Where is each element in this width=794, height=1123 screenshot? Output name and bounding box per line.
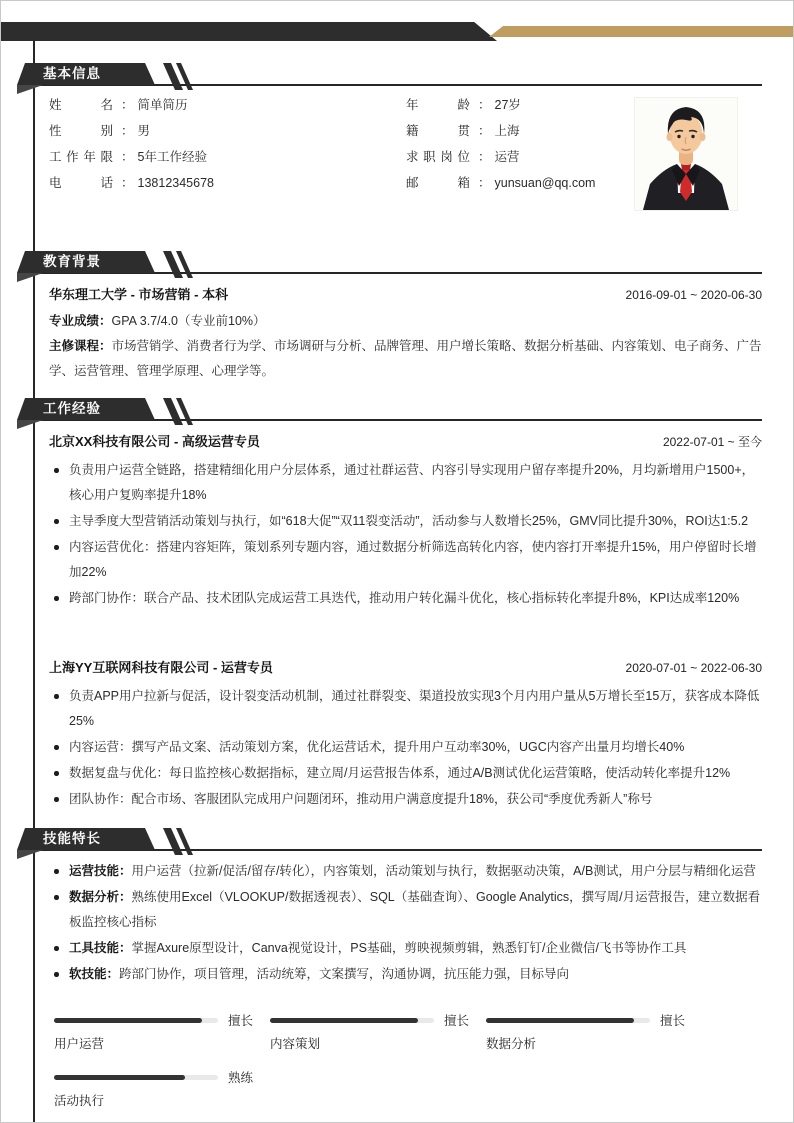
skill-name: 数据分析	[486, 1037, 537, 1051]
info-field: 籍贯 ： 上海	[406, 124, 520, 138]
info-value: yunsuan@qq.com	[494, 176, 596, 190]
skill-bar-track	[54, 1018, 218, 1023]
top-bar-gold	[489, 26, 794, 37]
job-bullet-list	[49, 684, 762, 812]
job-bullet: 跨部门协作：联合产品、技术团队完成运营工具迭代，推动用户转化漏斗优化，核心指标转化率提升8%，KPI达成率120%	[49, 586, 762, 611]
skills-content	[49, 857, 762, 988]
info-field: 姓名 ： 简单简历	[49, 98, 188, 112]
skill-name: 用户运营	[54, 1037, 105, 1051]
job-2	[49, 655, 762, 813]
male-portrait-illustration	[635, 98, 737, 210]
basic-info-left-column	[49, 93, 406, 197]
info-value: 27岁	[494, 98, 521, 112]
job-bullet: 主导季度大型营销活动策划与执行，如“618大促”“双11裂变活动”，活动参与人数增长25%，GMV同比提升30%，ROI达1:5.2	[49, 509, 762, 534]
company-title: 上海YY互联网科技有限公司 - 运营专员	[49, 660, 273, 675]
basic-info-right-column	[406, 93, 669, 197]
info-field: 年龄 ： 27岁	[406, 98, 521, 112]
skill-level-label: 擅长	[660, 1014, 686, 1028]
info-field: 电话 ： 13812345678	[49, 176, 214, 190]
info-field: 工作年限 ： 5年工作经验	[49, 150, 207, 164]
left-vertical-rule	[33, 41, 35, 1122]
info-value: 13812345678	[137, 176, 214, 190]
section-title: 技能特长	[43, 831, 101, 846]
education-date-range: 2016-09-01 ~ 2020-06-30	[625, 288, 762, 302]
skill-name: 活动执行	[54, 1094, 105, 1108]
profile-photo	[634, 97, 738, 211]
skill-bar-track	[270, 1018, 434, 1023]
section-title: 工作经验	[43, 401, 101, 416]
job-1	[49, 429, 762, 612]
skill-bar-fill	[270, 1018, 418, 1023]
education-content	[49, 282, 762, 384]
education-courses-line: 主修课程：市场营销学、消费者行为学、市场调研与分析、品牌管理、用户增长策略、数据分析基础、内容策划、电子商务、广告学、运营管理、管理学原理、心理学等。	[49, 339, 762, 378]
education-gpa-line: 专业成绩：GPA 3.7/4.0（专业前10%）	[49, 314, 266, 328]
info-value: 男	[137, 124, 151, 138]
info-value: 5年工作经验	[137, 150, 207, 164]
job-date-range: 2022-07-01 ~ 至今	[662, 435, 762, 449]
school-name: 华东理工大学 - 市场营销 - 本科	[49, 287, 229, 302]
skill-bar-track	[486, 1018, 650, 1023]
skill-level-label: 擅长	[228, 1014, 254, 1028]
company-title: 北京XX科技有限公司 - 高级运营专员	[49, 434, 260, 449]
job-bullet: 负责APP用户拉新与促活，设计裂变活动机制，通过社群裂变、渠道投放实现3个月内用户量从5万增长至15万，获客成本降低25%	[49, 684, 762, 734]
job-bullet: 负责用户运营全链路，搭建精细化用户分层体系，通过社群运营、内容引导实现用户留存率提升20%，月均新增用户1500+，核心用户复购率提升18%	[49, 458, 762, 508]
skill-bar-item	[49, 1013, 265, 1052]
skill-bar-fill	[54, 1075, 185, 1080]
info-value: 上海	[494, 124, 520, 138]
section-header-basic-info	[17, 63, 217, 85]
info-field: 性别 ： 男	[49, 124, 151, 138]
skill-level-label: 熟练	[228, 1071, 254, 1085]
skill-bar-item	[481, 1013, 697, 1052]
section-title: 基本信息	[43, 66, 101, 81]
skill-bar-fill	[54, 1018, 202, 1023]
info-value: ：	[478, 150, 491, 164]
skill-bar-fill	[486, 1018, 634, 1023]
info-field: 邮箱 ： yunsuan@qq.com	[406, 176, 596, 190]
skill-bullet: 数据分析：熟练使用Excel（VLOOKUP/数据透视表）、SQL（基础查询）、Google Analytics，撰写周/月运营报告，建立数据看板监控核心指标	[49, 885, 762, 935]
skills-bullet-list	[49, 859, 762, 987]
job-bullet-list	[49, 458, 762, 611]
job-date-range: 2020-07-01 ~ 2022-06-30	[625, 661, 762, 675]
section-title: 教育背景	[43, 254, 101, 269]
basic-info-content	[49, 93, 762, 233]
skill-level-label: 擅长	[444, 1014, 470, 1028]
info-field: 求职岗位 ： 运营	[406, 145, 669, 171]
skill-bar-item	[49, 1070, 265, 1109]
section-header-experience	[17, 398, 217, 420]
skill-bullet: 运营技能：用户运营（拉新/促活/留存/转化），内容策划，活动策划与执行，数据驱动决策，A/B测试，用户分层与精细化运营	[49, 859, 762, 884]
job-bullet: 内容运营：撰写产品文案、活动策划方案，优化运营话术，提升用户互动率30%，UGC内容产出量月均增长40%	[49, 735, 762, 760]
skill-bar-track	[54, 1075, 218, 1080]
skill-bars	[49, 1013, 762, 1109]
section-header-skills	[17, 828, 217, 850]
job-bullet: 内容运营优化：搭建内容矩阵，策划系列专题内容，通过数据分析筛选高转化内容，使内容打开率提升15%，用户停留时长增加22%	[49, 535, 762, 585]
skill-bullet: 工具技能：掌握Axure原型设计，Canva视觉设计，PS基础，剪映视频剪辑，熟悉钉钉/企业微信/飞书等协作工具	[49, 936, 762, 961]
skill-bar-item	[265, 1013, 481, 1052]
info-value: 简单简历	[137, 98, 188, 112]
job-bullet: 数据复盘与优化：每日监控核心数据指标，建立周/月运营报告体系，通过A/B测试优化运营策略，使活动转化率提升12%	[49, 761, 762, 786]
section-header-education	[17, 251, 217, 273]
skill-name: 内容策划	[270, 1037, 321, 1051]
job-bullet: 团队协作：配合市场、客服团队完成用户问题闭环，推动用户满意度提升18%，获公司“季度优秀新人”称号	[49, 787, 762, 812]
top-bar-black	[1, 22, 497, 41]
skill-bullet: 软技能：跨部门协作，项目管理，活动统筹，文案撰写，沟通协调，抗压能力强，目标导向	[49, 962, 762, 987]
